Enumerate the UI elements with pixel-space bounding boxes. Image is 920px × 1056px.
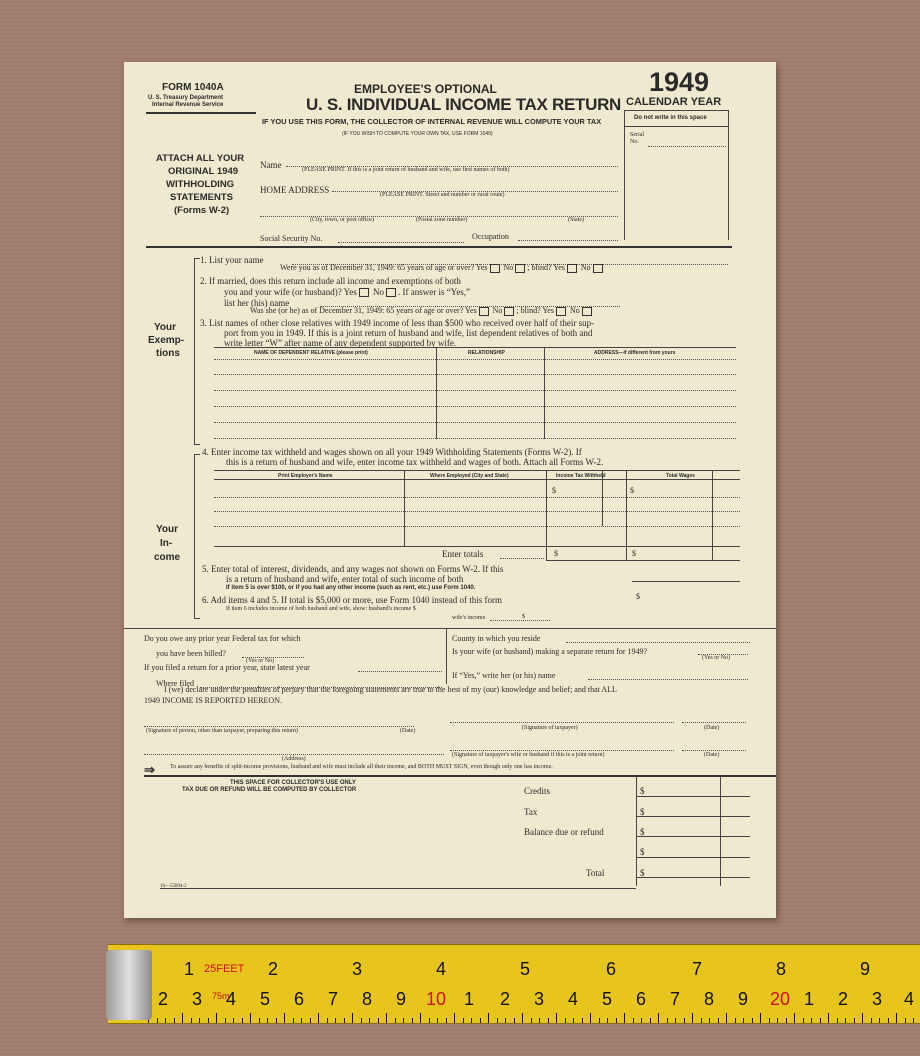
- prior-tax-q1b: you have been billed?: [156, 649, 226, 658]
- tape-tick: [709, 1018, 710, 1023]
- tape-bottom-number: 3: [872, 989, 883, 1009]
- dependents-col-name: NAME OF DEPENDENT RELATIVE (please print): [254, 350, 368, 356]
- tape-tick: [514, 1018, 515, 1023]
- calendar-year: CALENDAR YEAR: [626, 96, 722, 108]
- tape-bottom-number: 1: [464, 989, 475, 1009]
- credits-dollar: $: [640, 786, 645, 796]
- item1-question: Were you as of December 31, 1949: 65 years of age or over? Yes No ; blind? Yes No: [280, 263, 605, 273]
- county-label: County in which you reside: [452, 634, 541, 643]
- wife-income-dollar: $: [522, 614, 525, 620]
- tape-bottom-number: 4: [568, 989, 579, 1009]
- tape-tick: [650, 1018, 651, 1023]
- city-hint: (City, town, or post office): [310, 217, 374, 223]
- tape-tick: [420, 1013, 421, 1023]
- item2-yes-checkbox[interactable]: [359, 288, 369, 297]
- totals-wages-dollar: $: [632, 549, 636, 558]
- tape-bottom-number: 1: [804, 989, 815, 1009]
- total-label: Total: [586, 868, 605, 878]
- tape-tick: [828, 1013, 829, 1023]
- form-number: FORM 1040A: [162, 82, 224, 93]
- tape-tick: [293, 1018, 294, 1023]
- tape-tick: [429, 1018, 430, 1023]
- balance-dollar: $: [640, 827, 645, 837]
- tape-top-8: 8: [776, 959, 787, 979]
- tape-tick: [412, 1018, 413, 1023]
- item3-line1: 3. List names of other close relatives with 1949 income of less than $500 who received over half of their sup-: [200, 318, 595, 328]
- collector-compute-label: TAX DUE OR REFUND WILL BE COMPUTED BY COLLECTOR: [182, 787, 357, 793]
- tape-tick: [837, 1018, 838, 1023]
- tape-tick: [250, 1013, 251, 1023]
- home-address-label: HOME ADDRESS: [260, 185, 330, 195]
- tape-measure: [108, 944, 920, 1024]
- tape-top-4: 4: [436, 959, 447, 979]
- attach-line5: (Forms W-2): [174, 205, 230, 216]
- where-filed-label: Where filed: [156, 679, 194, 688]
- tape-tick: [208, 1018, 209, 1023]
- tax-year: 1949: [649, 67, 710, 97]
- tape-tick: [344, 1018, 345, 1023]
- preparer-date-label: (Date): [400, 728, 416, 734]
- tape-tick: [803, 1018, 804, 1023]
- tape-tick: [522, 1013, 523, 1023]
- declaration-line2: 1949 INCOME IS REPORTED HEREON.: [144, 696, 282, 705]
- form-code: 16—55894-2: [160, 884, 187, 889]
- tape-tick: [633, 1018, 634, 1023]
- item1-age-yes-checkbox[interactable]: [490, 264, 500, 273]
- tape-tick: [573, 1018, 574, 1023]
- tape-tick: [769, 1018, 770, 1023]
- item2-line3: list her (his) name: [224, 298, 290, 308]
- tape-tick: [242, 1018, 243, 1023]
- tape-tick: [174, 1018, 175, 1023]
- tape-tick: [301, 1018, 302, 1023]
- tape-tick: [879, 1018, 880, 1023]
- item6-note: If item 6 includes income of both husband and wife, show: husband's income $: [226, 606, 416, 612]
- tape-tick: [675, 1018, 676, 1023]
- item3-line3: write letter “W” after name of any dependent supported by wife.: [224, 338, 457, 348]
- item1-blind-yes-checkbox[interactable]: [567, 264, 577, 273]
- separate-yesno: (Yes or No): [702, 655, 731, 661]
- prior-return-q: If you filed a return for a prior year, state latest year: [144, 663, 310, 672]
- tape-tick: [854, 1018, 855, 1023]
- tape-tick: [845, 1018, 846, 1023]
- item5-note: If item 5 is over $100, or if you had any other income (such as rent, etc.) use Form 1040.: [226, 585, 476, 591]
- taxpayer-date-label: (Date): [704, 725, 720, 731]
- collector-space-label: THIS SPACE FOR COLLECTOR'S USE ONLY: [230, 780, 356, 786]
- prior-tax-yesno: (Yes or No): [246, 658, 275, 664]
- tape-tick: [641, 1018, 642, 1023]
- tax-dollar: $: [640, 807, 645, 817]
- serial-label: Serial: [630, 132, 644, 138]
- tape-tick: [352, 1013, 353, 1023]
- postal-hint: (Postal zone number): [416, 217, 468, 223]
- wages-col-withheld: Income Tax Withheld: [556, 473, 606, 479]
- tape-tick: [361, 1018, 362, 1023]
- item2-age-yes-checkbox[interactable]: [479, 307, 489, 316]
- item4-line2: this is a return of husband and wife, enter income tax withheld and wages of both. Attach all Forms W-2.: [226, 457, 604, 467]
- tape-tick: [871, 1018, 872, 1023]
- tape-bottom-number: 5: [260, 989, 271, 1009]
- exemptions-side2: Exemp-: [148, 335, 185, 346]
- tape-tick: [471, 1018, 472, 1023]
- tape-tick: [820, 1018, 821, 1023]
- tape-bottom-number: 3: [192, 989, 203, 1009]
- separate-return-q: Is your wife (or husband) making a separate return for 1949?: [452, 647, 648, 656]
- tape-tick: [225, 1018, 226, 1023]
- tape-tick: [539, 1018, 540, 1023]
- arrow-icon: ⇒: [144, 762, 155, 777]
- tape-tick: [488, 1013, 489, 1023]
- tape-tick: [284, 1013, 285, 1023]
- item2-no-checkbox[interactable]: [386, 288, 396, 297]
- tape-top-1: 1: [184, 959, 195, 979]
- item1-label: 1. List your name: [200, 255, 264, 265]
- tape-tick: [692, 1013, 693, 1023]
- sig-preparer-label: (Signature of person, other than taxpayer, preparing this return): [146, 728, 299, 734]
- tape-tick: [318, 1013, 319, 1023]
- tape-tick: [684, 1018, 685, 1023]
- tape-tick: [497, 1018, 498, 1023]
- spouse-date-label: (Date): [704, 752, 720, 758]
- tape-tick: [777, 1018, 778, 1023]
- exemptions-side1: Your: [154, 322, 177, 333]
- item6-label: 6. Add items 4 and 5. If total is $5,000 or more, use Form 1040 instead of this form: [202, 595, 502, 605]
- tape-bottom-number: 6: [294, 989, 305, 1009]
- tape-tick: [446, 1018, 447, 1023]
- do-not-write: Do not write in this space: [634, 115, 707, 121]
- item2-blind-no-checkbox[interactable]: [582, 307, 592, 316]
- tape-tick: [335, 1018, 336, 1023]
- tape-bottom-number: 4: [226, 989, 237, 1009]
- tape-tick: [752, 1018, 753, 1023]
- tape-feet-marker: 25FEET: [204, 963, 245, 975]
- sig-spouse-label: (Signature of taxpayer's wife or husband if this is a joint return): [452, 752, 605, 758]
- tape-bottom-number: 10: [426, 989, 447, 1009]
- name-label: Name: [260, 160, 282, 170]
- wages-col-total: Total Wages: [666, 473, 695, 479]
- dept-line2: Internal Revenue Service: [152, 102, 224, 108]
- tape-tick: [216, 1013, 217, 1023]
- tape-tick: [590, 1013, 591, 1023]
- tape-tick: [454, 1013, 455, 1023]
- tape-bottom-number: 7: [328, 989, 339, 1009]
- employees-optional: EMPLOYEE'S OPTIONAL: [354, 82, 497, 96]
- tape-tick: [437, 1018, 438, 1023]
- tape-bottom-number: 4: [904, 989, 915, 1009]
- tape-bottom-number: 8: [704, 989, 715, 1009]
- tape-top-7: 7: [692, 959, 703, 979]
- income-side1: Your: [156, 524, 179, 535]
- tape-tick: [607, 1018, 608, 1023]
- tape-tick: [386, 1013, 387, 1023]
- form-title: U. S. INDIVIDUAL INCOME TAX RETURN: [306, 95, 622, 114]
- tape-tick: [726, 1013, 727, 1023]
- tape-tick: [624, 1013, 625, 1023]
- declaration-line1: I (we) declare under the penalties of perjury that the foregoing statements are true to the best of my (our) knowledge and belief; and that ALL: [164, 685, 617, 694]
- tape-tick: [199, 1018, 200, 1023]
- address-label: (Address): [282, 756, 306, 762]
- tape-tick: [888, 1018, 889, 1023]
- tape-tick: [157, 1018, 158, 1023]
- tape-bottom-number: 6: [636, 989, 647, 1009]
- item6-dollar: $: [636, 592, 640, 601]
- tax-form-paper: [124, 62, 776, 918]
- state-hint: (State): [568, 217, 584, 223]
- tape-bottom-number: 9: [396, 989, 407, 1009]
- tape-tick: [327, 1018, 328, 1023]
- tape-tick: [658, 1013, 659, 1023]
- withheld-dollar: $: [552, 486, 556, 495]
- tape-tick: [896, 1013, 897, 1023]
- tape-bottom-number: 7: [670, 989, 681, 1009]
- tape-bottom-number: 9: [738, 989, 749, 1009]
- tape-tick: [276, 1018, 277, 1023]
- tape-tick: [191, 1018, 192, 1023]
- tape-tick: [310, 1018, 311, 1023]
- tape-tick: [259, 1018, 260, 1023]
- tape-small-marker: 75m: [212, 991, 230, 1001]
- wages-dollar: $: [630, 486, 634, 495]
- tape-top-5: 5: [520, 959, 531, 979]
- home-hint: (PLEASE PRINT. Street and number or rural route): [380, 192, 505, 198]
- item2-question: Was she (or he) as of December 31, 1949: 65 years of age or over? Yes No ; blind? Yes No: [250, 306, 594, 316]
- tape-tick: [369, 1018, 370, 1023]
- tape-tick: [913, 1018, 914, 1023]
- tape-tick: [794, 1013, 795, 1023]
- extra-dollar: $: [640, 847, 645, 857]
- tape-tick: [582, 1018, 583, 1023]
- tape-bottom-number: 3: [534, 989, 545, 1009]
- item2-age-no-checkbox[interactable]: [504, 307, 514, 316]
- exemptions-side3: tions: [156, 348, 180, 359]
- tape-bottom-number: 8: [362, 989, 373, 1009]
- ssn-label: Social Security No.: [260, 234, 323, 243]
- dependents-col-address: ADDRESS—if different from yours: [594, 350, 676, 356]
- name-hint: (PLEASE PRINT. If this is a joint return of husband and wife, use first names of both): [302, 167, 510, 173]
- tape-tick: [267, 1018, 268, 1023]
- tape-tick: [599, 1018, 600, 1023]
- item4-line1: 4. Enter income tax withheld and wages shown on all your 1949 Withholding Statements (Forms W-2). If: [202, 447, 582, 457]
- credits-label: Credits: [524, 786, 550, 796]
- wife-income-label: wife's income: [452, 615, 486, 621]
- tape-bottom-number: 2: [500, 989, 511, 1009]
- tape-tick: [165, 1018, 166, 1023]
- attach-line2: ORIGINAL 1949: [168, 166, 239, 177]
- assure-note: To assure any benefits of split-income provisions, husband and wife must include all their income, and BOTH MUST SIGN, even though only one has income.: [170, 764, 553, 770]
- enter-totals-label: Enter totals: [442, 549, 484, 559]
- tax-label: Tax: [524, 807, 538, 817]
- tape-tick: [531, 1018, 532, 1023]
- tape-bottom-number: 20: [770, 989, 791, 1009]
- tape-tick: [718, 1018, 719, 1023]
- tape-tick: [760, 1013, 761, 1023]
- serial-no-label: No.: [630, 139, 639, 145]
- tape-tick: [565, 1018, 566, 1023]
- tape-bottom-number: 5: [602, 989, 613, 1009]
- tape-tick: [811, 1018, 812, 1023]
- item3-line2: port from you in 1949. If this is a joint return of husband and wife, list dependent relatives of both and: [224, 328, 593, 338]
- item2-line1: 2. If married, does this return include all income and exemptions of both: [200, 276, 461, 286]
- dept-line1: U. S. Treasury Department: [148, 95, 224, 101]
- sig-taxpayer-label: (Signature of taxpayer): [522, 725, 578, 731]
- tape-tick: [905, 1018, 906, 1023]
- tape-tick: [735, 1018, 736, 1023]
- if-yes-label: If “Yes,” write her (or his) name: [452, 671, 556, 680]
- attach-line3: WITHHOLDING: [166, 179, 235, 190]
- income-side3: come: [154, 552, 181, 563]
- tape-tick: [862, 1013, 863, 1023]
- tape-tick: [463, 1018, 464, 1023]
- tape-tick: [743, 1018, 744, 1023]
- item2-blind-yes-checkbox[interactable]: [556, 307, 566, 316]
- totals-withheld-dollar: $: [554, 549, 558, 558]
- occupation-label: Occupation: [472, 232, 509, 241]
- tape-top-9: 9: [860, 959, 871, 979]
- form-subtitle2: (IF YOU WISH TO COMPUTE YOUR OWN TAX, USE FORM 1040): [342, 131, 493, 137]
- tape-tick: [786, 1018, 787, 1023]
- income-side2: In-: [160, 538, 173, 549]
- item1-blind-no-checkbox[interactable]: [593, 264, 603, 273]
- wages-col-where: Where Employed (City and State): [430, 473, 509, 479]
- tape-tick: [403, 1018, 404, 1023]
- wages-col-employer: Print Employer's Name: [278, 473, 333, 479]
- tape-tick: [701, 1018, 702, 1023]
- tape-tick: [667, 1018, 668, 1023]
- tape-tick: [616, 1018, 617, 1023]
- tape-tick: [480, 1018, 481, 1023]
- tape-bottom-number: 2: [838, 989, 849, 1009]
- attach-line1: ATTACH ALL YOUR: [156, 153, 245, 164]
- item5-line1: 5. Enter total of interest, dividends, and any wages not shown on Forms W-2. If this: [202, 564, 504, 574]
- tape-tick: [505, 1018, 506, 1023]
- balance-label: Balance due or refund: [524, 827, 604, 837]
- attach-line4: STATEMENTS: [170, 192, 233, 203]
- tape-tick: [233, 1018, 234, 1023]
- prior-tax-q1: Do you owe any prior year Federal tax for which: [144, 634, 301, 643]
- dependents-col-relationship: RELATIONSHIP: [468, 350, 505, 356]
- item1-age-no-checkbox[interactable]: [515, 264, 525, 273]
- tape-tick: [556, 1013, 557, 1023]
- tape-top-3: 3: [352, 959, 363, 979]
- tape-tick: [378, 1018, 379, 1023]
- tape-top-6: 6: [606, 959, 617, 979]
- tape-bottom-number: 2: [158, 989, 169, 1009]
- item5-line2: is a return of husband and wife, enter total of such income of both: [226, 574, 464, 584]
- tape-tick: [395, 1018, 396, 1023]
- item2-line2: you and your wife (or husband)? Yes No . If answer is “Yes,”: [224, 287, 471, 297]
- tape-tick: [548, 1018, 549, 1023]
- tape-tick: [182, 1013, 183, 1023]
- total-dollar: $: [640, 868, 645, 878]
- tape-top-2: 2: [268, 959, 279, 979]
- form-subtitle: IF YOU USE THIS FORM, THE COLLECTOR OF INTERNAL REVENUE WILL COMPUTE YOUR TAX: [262, 117, 602, 126]
- tape-hook: [106, 950, 152, 1020]
